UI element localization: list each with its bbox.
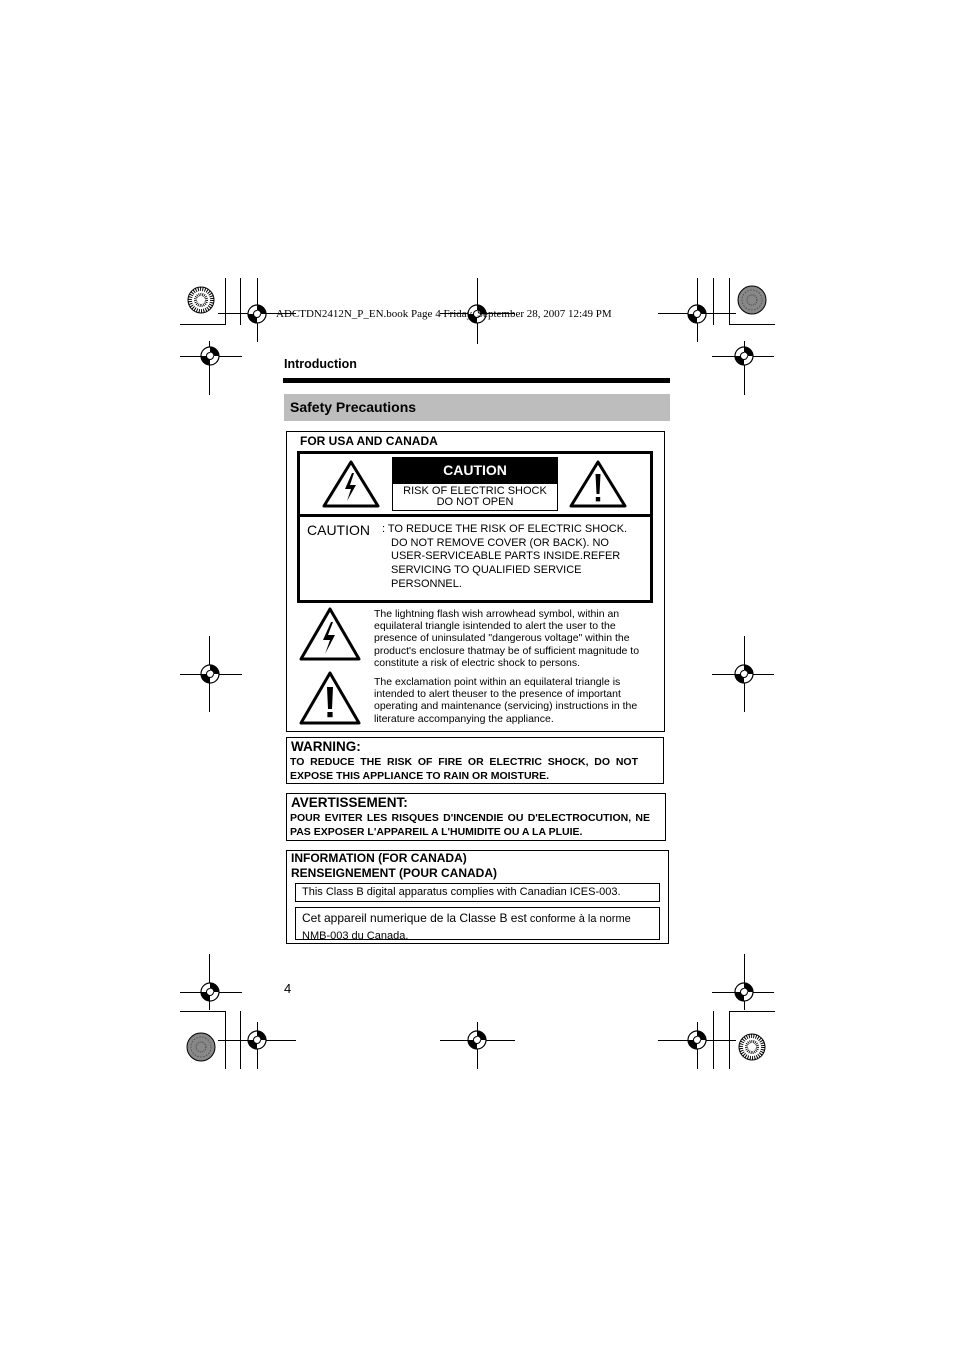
canada-info-title-line-2: RENSEIGNEMENT (POUR CANADA) xyxy=(291,866,498,880)
exclamation-symbol-icon xyxy=(298,670,362,726)
exclamation-warning-icon xyxy=(568,459,628,509)
caution-line-1: : TO REDUCE THE RISK OF ELECTRIC SHOCK. xyxy=(382,523,628,535)
caution-sub-line-2: DO NOT OPEN xyxy=(436,496,514,508)
usa-canada-heading: FOR USA AND CANADA xyxy=(300,434,438,448)
caution-word: CAUTION xyxy=(307,522,370,538)
caution-label-heading: CAUTION xyxy=(392,457,558,483)
file-header: ADCTDN2412N_P_EN.book Page 4 Friday, September 28, 2007 12:49 PM xyxy=(276,308,612,320)
warning-title: WARNING: xyxy=(291,739,361,754)
avertissement-body: POUR EVITER LES RISQUES D'INCENDIE OU D'ELECTROCUTION, NE PAS EXPOSER L'APPAREIL A L'HUMIDITE OU A LA PLUIE. xyxy=(290,812,650,838)
caution-line-3: USER-SERVICEABLE PARTS INSIDE.REFER xyxy=(391,550,621,563)
canada-info-title-line-1: INFORMATION (FOR CANADA) xyxy=(291,851,467,865)
page-title: Safety Precautions xyxy=(284,394,670,421)
caution-line-5: PERSONNEL. xyxy=(391,577,462,590)
lightning-warning-icon xyxy=(321,459,381,509)
canada-info-title xyxy=(291,851,497,881)
canada-english-notice: This Class B digital apparatus complies with Canadian ICES-003. xyxy=(295,883,660,902)
canada-french-part-2: conforme à la norme NMB-003 du Canada. xyxy=(302,913,631,942)
lightning-symbol-description: The lightning flash wish arrowhead symbol, within an equilateral triangle isintended to alert the user to the presence of uninsulated "dangerous voltage" within the product's enclosure thatmay be of sufficient magnitude to constitute a risk of electric shock to persons. xyxy=(374,608,640,669)
canada-french-notice xyxy=(295,907,660,940)
page-number: 4 xyxy=(284,981,292,996)
caution-line-4: SERVICING TO QUALIFIED SERVICE xyxy=(391,564,582,577)
caution-label-subtext xyxy=(392,483,558,511)
canada-french-part-1: Cet appareil numerique de la Classe B est xyxy=(302,911,527,925)
warning-body: TO REDUCE THE RISK OF FIRE OR ELECTRIC SHOCK, DO NOT EXPOSE THIS APPLIANCE TO RAIN OR MOISTURE. xyxy=(290,756,638,782)
section-label: Introduction xyxy=(284,357,357,371)
exclamation-symbol-description: The exclamation point within an equilateral triangle is intended to alert theuser to the presence of important operating and maintenance (servicing) instructions in the literature accompanying the appliance. xyxy=(374,676,638,725)
lightning-symbol-icon xyxy=(298,606,362,662)
caution-sub-line-1: RISK OF ELECTRIC SHOCK xyxy=(403,485,547,497)
avertissement-title: AVERTISSEMENT: xyxy=(291,795,408,810)
caution-line-2: DO NOT REMOVE COVER (OR BACK). NO xyxy=(391,536,609,549)
caution-instructions xyxy=(382,523,642,592)
header-rule xyxy=(283,378,670,383)
caution-label-divider xyxy=(297,514,653,517)
